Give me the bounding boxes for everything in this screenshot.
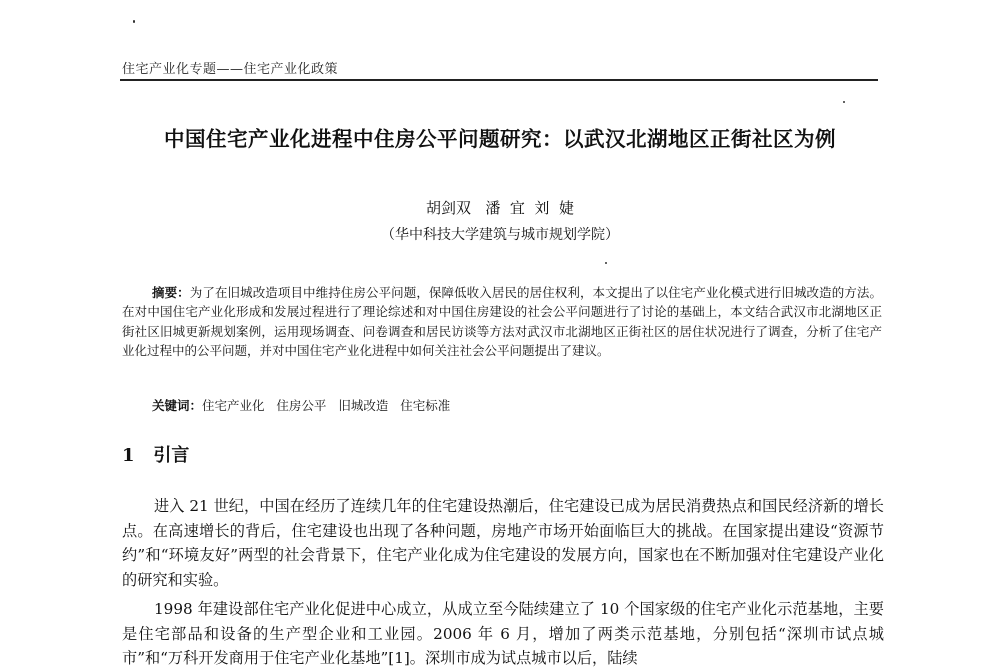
keywords-label: 关键词：: [152, 398, 203, 413]
abstract-text: 为了在旧城改造项目中维持住房公平问题，保障低收入居民的居住权利，本文提出了以住宅产业化模式进行旧城改造的方法。在对中国住宅产业化形成和发展过程进行了理论综述和对中国住房建设的社会公平问题进行了讨论的基础上，本文结合武汉市北湖地区正街社区旧城更新规划案例，运用现场调查、问卷调查和居民访谈等方法对武汉市北湖地区正街社区的居住状况进行了调查，分析了住宅产业化过程中的公平问题，并对中国住宅产业化进程中如何关注社会公平问题提出了建议。: [122, 285, 882, 358]
abstract: [122, 283, 882, 360]
section-heading-introduction: [122, 441, 189, 467]
section-number: 1: [122, 445, 135, 466]
scan-speck: [133, 20, 135, 23]
section-title: 引言: [153, 445, 190, 466]
header-rule: [120, 79, 878, 81]
keywords-text: 住宅产业化 住房公平 旧城改造 住宅标准: [202, 398, 451, 413]
running-header: 住宅产业化专题——住宅产业化政策: [122, 62, 339, 77]
abstract-label: 摘要：: [152, 285, 190, 300]
keywords: [152, 396, 450, 414]
body-paragraph: 1998 年建设部住宅产业化促进中心成立，从成立至今陆续建立了 10 个国家级的住宅产业化示范基地，主要是住宅部品和设备的生产型企业和工业园。2006 年 6 月，增加了两类示范基地，分别包括“深圳市试点城市”和“万科开发商用于住宅产业化基地”[1]。深圳市成为试点城市以后，陆续: [122, 600, 884, 668]
author-list: 胡剑双 潘 宜 刘 婕: [426, 199, 574, 217]
body-paragraph: 进入 21 世纪，中国在经历了连续几年的住宅建设热潮后，住宅建设已成为居民消费热点和国民经济新的增长点。在高速增长的背后，住宅建设也出现了各种问题，房地产市场开始面临巨大的挑战。在国家提出建设“资源节约”和“环境友好”两型的社会背景下，住宅产业化成为住宅建设的发展方向，国家也在不断加强对住宅建设产业化的研究和实验。: [122, 497, 884, 589]
scan-speck: [605, 262, 607, 264]
scan-speck: [843, 101, 845, 103]
paper-title: 中国住宅产业化进程中住房公平问题研究：以武汉北湖地区正街社区为例: [164, 127, 836, 151]
author-affiliation: （华中科技大学建筑与城市规划学院）: [381, 227, 619, 243]
